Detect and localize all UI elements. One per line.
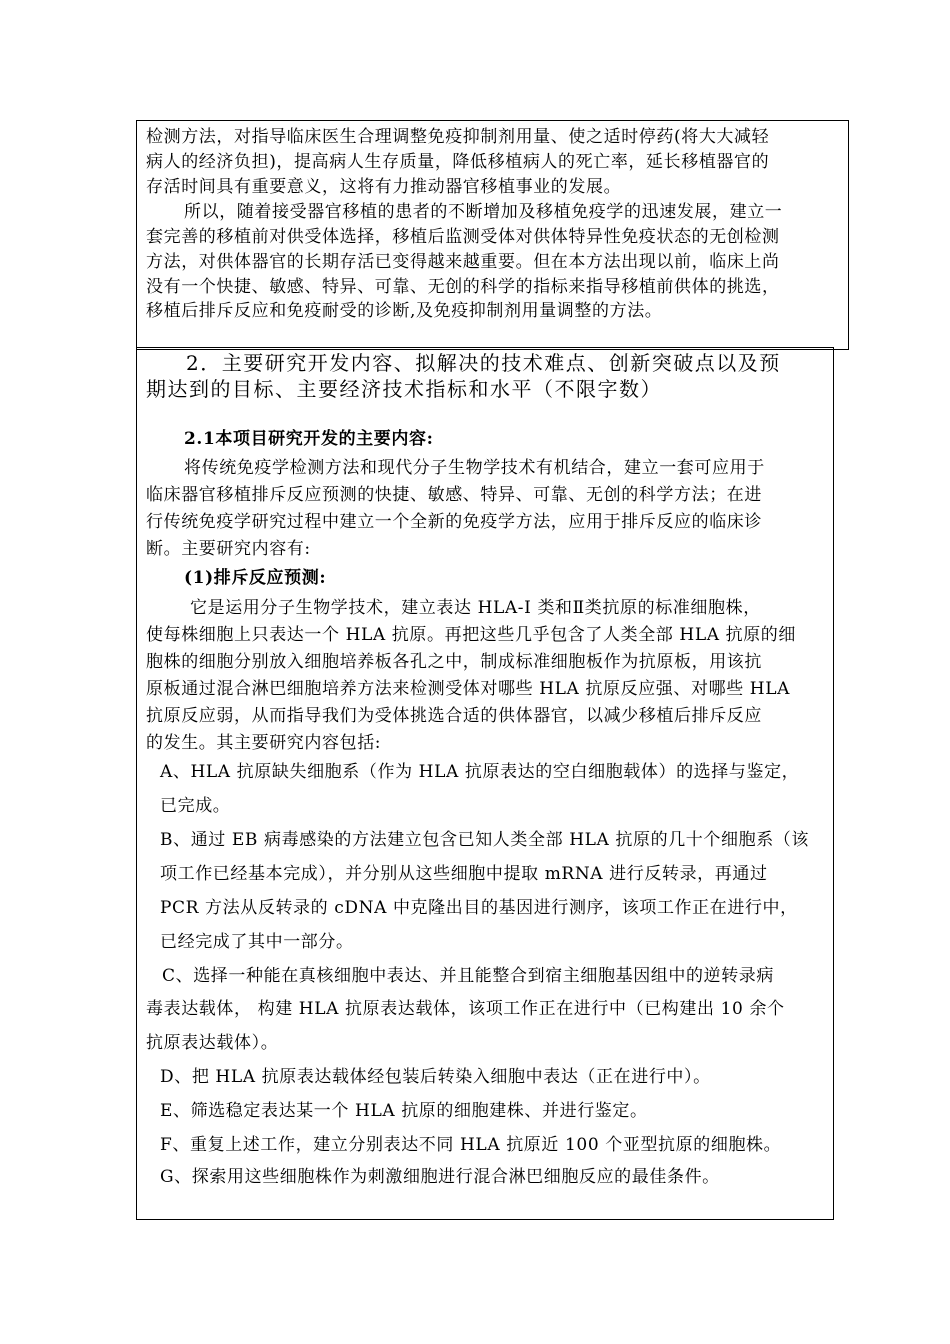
intro-line: 断。主要研究内容有: [146,539,311,559]
section1-line: 存活时间具有重要意义，这将有力推动器官移植事业的发展。 [146,177,622,197]
list-line: 毒表达载体， 构建 HLA 抗原表达载体，该项工作正在进行中（已构建出 10 余个 [146,999,785,1019]
list-line: E、筛选稳定表达某一个 HLA 抗原的细胞建株、并进行鉴定。 [160,1101,648,1121]
section1-line: 病人的经济负担)，提高病人生存质量，降低移植病人的死亡率，延长移植器官的 [146,152,770,172]
section2-heading-line: 期达到的目标、主要经济技术指标和水平（不限字数） [146,377,662,401]
section2-heading-line: 2．主要研究开发内容、拟解决的技术难点、创新突破点以及预 [186,351,781,375]
intro-line: 临床器官移植排斥反应预测的快捷、敏感、特异、可靠、无创的科学方法；在进 [146,485,762,505]
item1-line: 原板通过混合淋巴细胞培养方法来检测受体对哪些 HLA 抗原反应强、对哪些 HLA [146,679,790,699]
list-line: G、探索用这些细胞株作为刺激细胞进行混合淋巴细胞反应的最佳条件。 [160,1167,720,1187]
item1-line: 使每株细胞上只表达一个 HLA 抗原。再把这些几乎包含了人类全部 HLA 抗原的细 [146,625,796,645]
list-line: 已经完成了其中一部分。 [160,932,354,952]
list-line: F、重复上述工作，建立分别表达不同 HLA 抗原近 100 个亚型抗原的细胞株。 [160,1135,782,1155]
item1-line: 的发生。其主要研究内容包括: [146,733,382,753]
list-line: PCR 方法从反转录的 cDNA 中克隆出目的基因进行测序，该项工作正在进行中， [160,898,798,918]
item1-line: 它是运用分子生物学技术，建立表达 HLA-Ⅰ 类和Ⅱ类抗原的标准细胞株， [190,598,761,618]
list-line: B、通过 EB 病毒感染的方法建立包含已知人类全部 HLA 抗原的几十个细胞系（该 [160,830,809,850]
section1-line: 检测方法，对指导临床医生合理调整免疫抑制剂用量、使之适时停药(将大大减轻 [146,127,770,147]
item1-title: (1)排斥反应预测: [184,568,327,588]
intro-line: 将传统免疫学检测方法和现代分子生物学技术有机结合，建立一套可应用于 [184,458,765,478]
section1-line: 套完善的移植前对供受体选择，移植后监测受体对供体特异性免疫状态的无创检测 [146,227,780,247]
item1-line: 抗原反应弱，从而指导我们为受体挑选合适的供体器官，以减少移植后排斥反应 [146,706,762,726]
section1-line: 方法，对供体器官的长期存活已变得越来越重要。但在本方法出现以前，临床上尚 [146,252,780,272]
list-line: 抗原表达载体）。 [146,1033,279,1053]
list-line: 项工作已经基本完成），并分别从这些细胞中提取 mRNA 进行反转录，再通过 [160,864,768,884]
list-line: C、选择一种能在真核细胞中表达、并且能整合到宿主细胞基因组中的逆转录病 [162,966,775,986]
item1-line: 胞株的细胞分别放入细胞培养板各孔之中，制成标准细胞板作为抗原板，用该抗 [146,652,762,672]
sub-heading: 2.1本项目研究开发的主要内容: [184,429,434,449]
list-line: D、把 HLA 抗原表达载体经包装后转染入细胞中表达（正在进行中）。 [160,1067,711,1087]
intro-line: 行传统免疫学研究过程中建立一个全新的免疫学方法，应用于排斥反应的临床诊 [146,512,762,532]
list-line: A、HLA 抗原缺失细胞系（作为 HLA 抗原表达的空白细胞载体）的选择与鉴定， [160,762,800,782]
section1-line: 没有一个快捷、敏感、特异、可靠、无创的科学的指标来指导移植前供体的挑选， [146,277,780,297]
list-line: 已完成。 [160,796,231,816]
section1-line: 移植后排斥反应和免疫耐受的诊断,及免疫抑制剂用量调整的方法。 [146,301,663,321]
section1-line: 所以，随着接受器官移植的患者的不断增加及移植免疫学的迅速发展，建立一 [184,202,783,222]
